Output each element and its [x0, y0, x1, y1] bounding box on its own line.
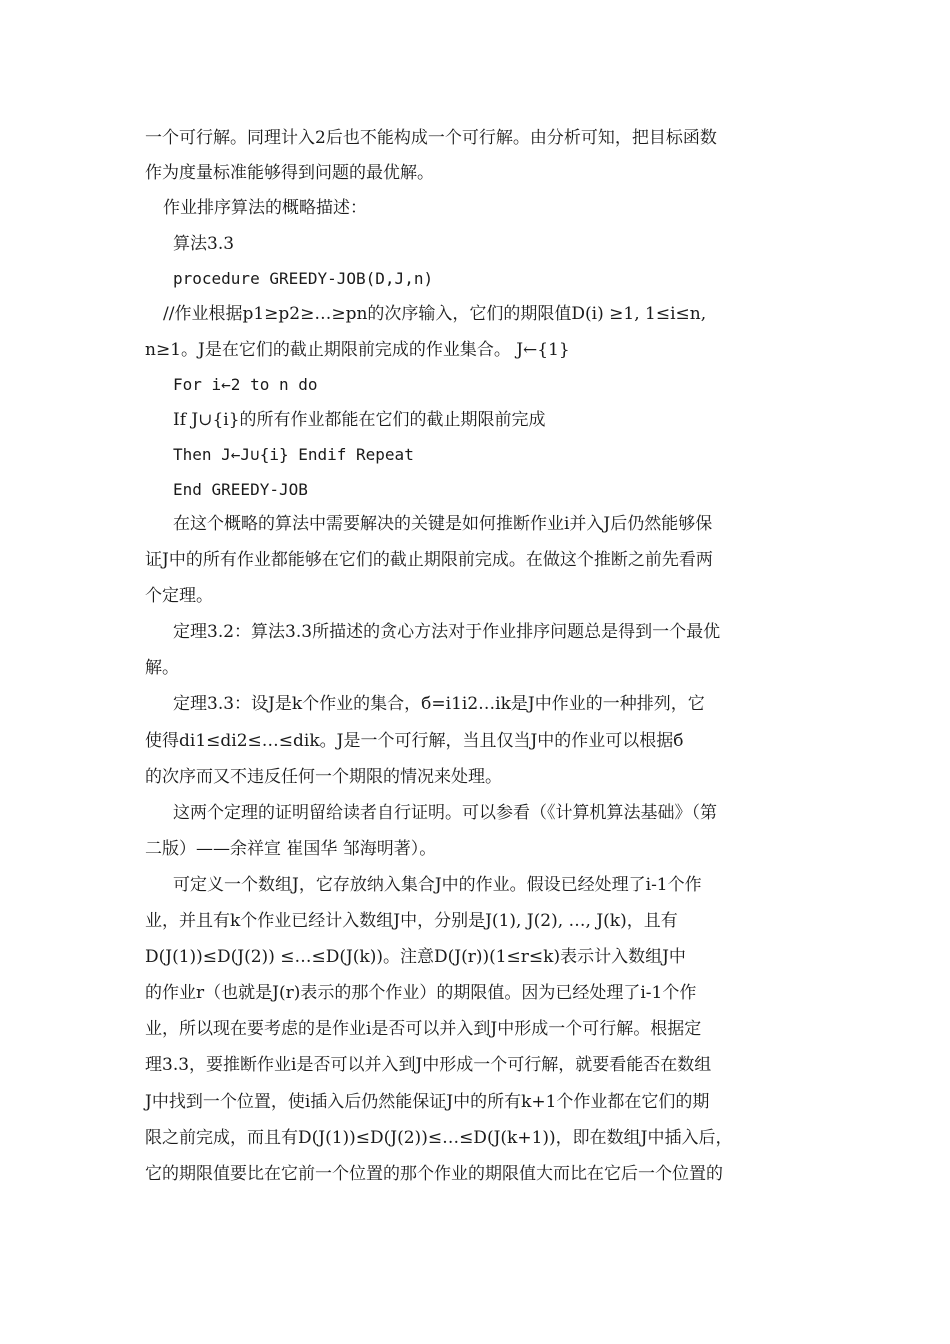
algorithm-title: 算法3.3: [173, 234, 235, 254]
code-line: For i←2 to n do: [173, 375, 318, 394]
theorem-text: 解。: [145, 658, 179, 678]
text-line: 的作业r（也就是J(r)表示的那个作业）的期限值。因为已经处理了i-1个作: [145, 983, 697, 1003]
text-line: 这两个定理的证明留给读者自行证明。可以参看（《计算机算法基础》（第: [173, 803, 717, 823]
text-line: J中找到一个位置，使i插入后仍然能保证J中的所有k+1个作业都在它们的期: [145, 1092, 710, 1112]
text-line: 个定理。: [145, 586, 213, 606]
text-line: 业，并且有k个作业已经计入数组J中，分别是J(1), J(2), …, J(k)，且有: [145, 911, 678, 931]
theorem-text: 使得di1≤di2≤…≤dik。J是一个可行解，当且仅当J中的作业可以根据б: [145, 731, 684, 751]
text-line: 作为度量标准能够得到问题的最优解。: [145, 163, 434, 183]
code-comment: //作业根据p1≥p2≥…≥pn的次序输入，它们的期限值D(i) ≥1, 1≤i≤n,: [163, 304, 707, 324]
theorem-text: 定理3.3：设J是k个作业的集合，б=i1i2…ik是J中作业的一种排列，它: [173, 694, 705, 714]
text-line: 理3.3，要推断作业i是否可以并入到J中形成一个可行解，就要看能否在数组: [145, 1055, 712, 1075]
text-line: 业，所以现在要考虑的是作业i是否可以并入到J中形成一个可行解。根据定: [145, 1019, 702, 1039]
code-comment: n≥1。J是在它们的截止期限前完成的作业集合。 J←{1}: [145, 340, 570, 360]
text-line: 它的期限值要比在它前一个位置的那个作业的期限值大而比在它后一个位置的: [145, 1164, 723, 1184]
text-line: 在这个概略的算法中需要解决的关键是如何推断作业i并入J后仍然能够保: [173, 514, 713, 534]
theorem-text: 的次序而又不违反任何一个期限的情况来处理。: [145, 767, 502, 787]
text-line: 限之前完成，而且有D(J(1))≤D(J(2))≤…≤D(J(k+1))，即在数组J中插入后，: [145, 1128, 733, 1148]
text-line: 证J中的所有作业都能够在它们的截止期限前完成。在做这个推断之前先看两: [145, 550, 713, 570]
code-line: procedure GREEDY-JOB(D,J,n): [173, 269, 434, 288]
theorem-text: 定理3.2：算法3.3所描述的贪心方法对于作业排序问题总是得到一个最优: [173, 622, 721, 642]
text-line: 一个可行解。同理计入2后也不能构成一个可行解。由分析可知，把目标函数: [145, 128, 717, 148]
code-line: If J∪{i}的所有作业都能在它们的截止期限前完成: [173, 410, 546, 430]
code-line: End GREEDY-JOB: [173, 480, 308, 499]
text-line: 可定义一个数组J，它存放纳入集合J中的作业。假设已经处理了i-1个作: [173, 875, 702, 895]
text-line: 二版）——余祥宣 崔国华 邹海明著）。: [145, 839, 437, 859]
text-line: D(J(1))≤D(J(2)) ≤…≤D(J(k))。注意D(J(r))(1≤r≤k)表示计入数组J中: [145, 947, 686, 967]
code-line: Then J←J∪{i} Endif Repeat: [173, 445, 414, 464]
section-heading: 作业排序算法的概略描述：: [163, 198, 367, 218]
